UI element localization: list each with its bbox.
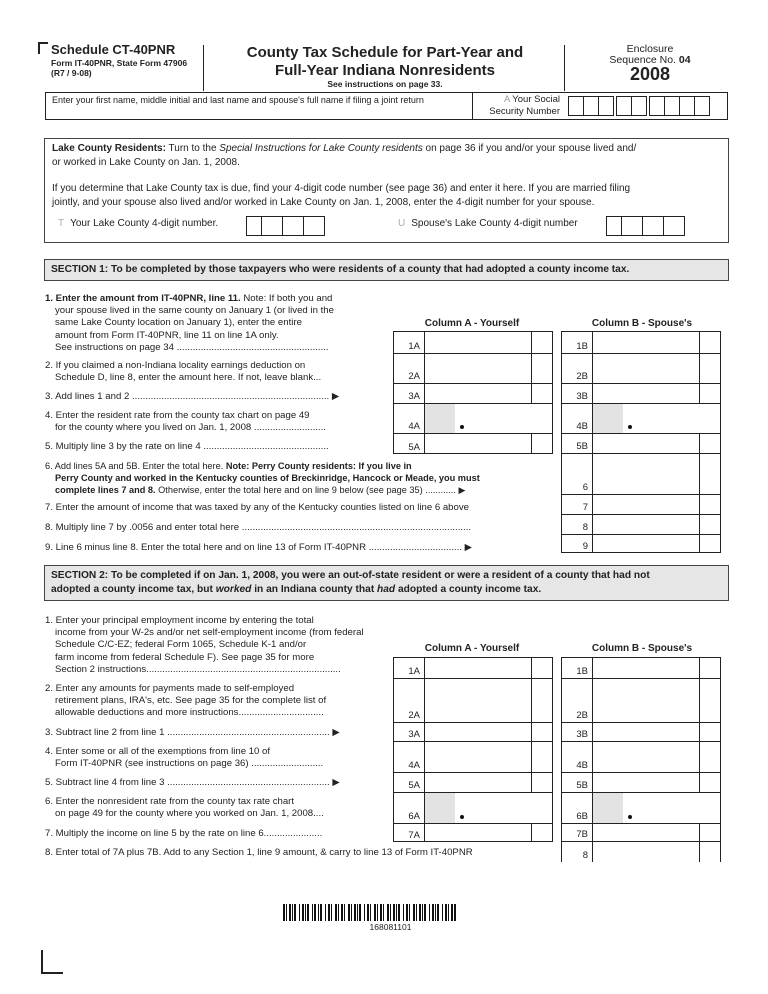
ssn-label-line-1: Your Social	[512, 94, 560, 105]
lake-text: If you determine that Lake County tax is due, find your 4-digit code number (see page 36) and enter it here. If you are married filing	[52, 183, 631, 194]
s2-field-4a[interactable]	[394, 742, 552, 773]
s2-line-8: 8. Enter total of 7A plus 7B. Add to any Section 1, line 9 amount, & carry to line 13 of Form IT-40PNR	[45, 847, 473, 858]
field-label: 4B	[576, 760, 588, 771]
line-text: same Lake County location on January 1), enter the entire	[55, 317, 302, 329]
s1-field-5b[interactable]	[562, 434, 720, 454]
s1-line-6	[45, 460, 555, 497]
s2-field-5a[interactable]	[394, 773, 552, 793]
field-label: 4A	[408, 760, 420, 771]
s2-field-6a-rate[interactable]	[394, 793, 552, 824]
sequence-label: Sequence No.	[609, 54, 676, 66]
registration-mark-top-left	[38, 42, 48, 54]
line-text: income from your W-2s and/or net self-employment income (from federal	[55, 627, 364, 639]
s2-line-3: 3. Subtract line 2 from line 1 ............................................................. ▶	[45, 727, 340, 738]
line-text: 2. Enter any amounts for payments made to self-employed	[45, 683, 295, 694]
enclosure-info	[580, 44, 720, 66]
field-label: 4B	[576, 421, 588, 432]
s2-line-4	[45, 746, 395, 770]
ssn-digit-box[interactable]	[664, 96, 680, 116]
form-revision: (R7 / 9-08)	[51, 68, 92, 78]
field-label: 5A	[408, 780, 420, 791]
field-label: 3B	[576, 729, 588, 740]
barcode-number: 168081101	[369, 922, 412, 932]
s1-line-7: 7. Enter the amount of income that was taxed by any of the Kentucky counties listed on line 6 above	[45, 502, 469, 513]
s2-field-2b[interactable]	[562, 679, 720, 723]
s1-column-b-header: Column B - Spouse's	[591, 318, 693, 329]
s1-field-4a-rate[interactable]	[394, 404, 552, 434]
field-label: 2B	[576, 371, 588, 382]
rate-shaded-area	[425, 793, 455, 823]
form-number: Form IT-40PNR, State Form 47906	[51, 58, 188, 68]
digit-box[interactable]	[621, 216, 643, 236]
line-text: Note: If both you and	[240, 293, 333, 304]
s2-column-a-header: Column A - Yourself	[424, 643, 520, 654]
your-lake-code-text: Your Lake County 4-digit number.	[70, 218, 219, 229]
line-text: 1. Enter your principal employment income by entering the total	[45, 615, 314, 626]
decimal-point-icon	[460, 425, 464, 429]
s1-field-7[interactable]	[562, 495, 720, 515]
ssn-digit-box[interactable]	[568, 96, 584, 116]
field-label: 1A	[408, 666, 420, 677]
s1-column-b	[561, 331, 721, 553]
ssn-digit-box[interactable]	[616, 96, 632, 116]
s2-column-a	[393, 657, 553, 842]
field-label: 4A	[408, 421, 420, 432]
field-label: 6A	[408, 811, 420, 822]
field-label: 2A	[408, 371, 420, 382]
lake-text: jointly, and your spouse also lived and/or worked in Lake County on Jan. 1, 2008, enter the 4-digit number for your spouse.	[52, 197, 595, 208]
barcode-icon	[283, 904, 456, 921]
field-label: 3B	[576, 391, 588, 402]
s2-column-b-header: Column B - Spouse's	[591, 643, 693, 654]
page-title	[210, 44, 560, 80]
lake-text: or worked in Lake County on Jan. 1, 2008.	[52, 157, 240, 168]
s2-field-7b[interactable]	[562, 824, 720, 842]
line-text: allowable deductions and more instructions................................	[55, 707, 324, 719]
s1-line-3: 3. Add lines 1 and 2 .......................................................................... ▶	[45, 391, 340, 402]
form-identifier	[51, 58, 187, 78]
section-2-emphasis: had	[377, 584, 396, 595]
s2-column-b	[561, 657, 721, 862]
schedule-title: Schedule CT-40PNR	[51, 42, 176, 57]
s1-field-6[interactable]	[562, 454, 720, 495]
s1-line-1	[45, 293, 395, 354]
s2-line-5: 5. Subtract line 4 from line 3 ............................................................. ▶	[45, 777, 340, 788]
s1-line-9: 9. Line 6 minus line 8. Enter the total here and on line 13 of Form IT-40PNR ................................... ▶	[45, 542, 473, 553]
lake-text: on page 36 if you and/or your spouse lived and/	[422, 143, 637, 154]
field-label: 2B	[576, 710, 588, 721]
title-line-1: County Tax Schedule for Part-Year and	[246, 44, 524, 61]
instructions-reference: See instructions on page 33.	[327, 79, 443, 89]
lake-text: Turn to the	[165, 143, 220, 154]
s1-field-3a[interactable]	[394, 384, 552, 404]
digit-box[interactable]	[303, 216, 325, 236]
lake-county-paragraph-1	[52, 142, 722, 170]
s1-line-4	[45, 410, 395, 434]
spouse-lake-code-text: Spouse's Lake County 4-digit number	[411, 218, 578, 229]
field-label: 9	[582, 541, 588, 552]
line-text: Otherwise, enter the total here and on line 9 below (see page 35) ............ ▶	[155, 485, 466, 496]
line-text: Section 2 instructions.........................................................................	[55, 663, 341, 675]
sequence-number: 04	[678, 54, 691, 66]
s2-field-6b-rate[interactable]	[562, 793, 720, 824]
section-2-text: in an Indiana county that	[251, 584, 378, 595]
perry-county-note: complete lines 7 and 8.	[55, 485, 156, 496]
field-label: 7A	[408, 830, 420, 841]
field-label: 6	[582, 482, 588, 493]
field-label: 5B	[576, 441, 588, 452]
decimal-point-icon	[460, 815, 464, 819]
section-2-text: adopted a county income tax.	[395, 584, 542, 595]
s2-field-8[interactable]	[562, 842, 720, 862]
s2-line-7: 7. Multiply the income on line 5 by the rate on line 6......................	[45, 828, 323, 839]
digit-box[interactable]	[606, 216, 622, 236]
tax-year: 2008	[629, 64, 671, 84]
field-label: 8	[582, 850, 588, 861]
s1-line-5: 5. Multiply line 3 by the rate on line 4 ...............................................	[45, 441, 329, 452]
line-text: 6. Enter the nonresident rate from the county tax rate chart	[45, 796, 295, 807]
ssn-digit-box[interactable]	[694, 96, 710, 116]
your-lake-code-label	[58, 218, 218, 229]
line-text: on page 49 for the county where you worked on Jan. 1, 2008....	[55, 808, 324, 820]
field-label: 7	[582, 502, 588, 513]
field-label: 2A	[408, 710, 420, 721]
ssn-digit-box[interactable]	[631, 96, 647, 116]
perry-county-note: Note: Perry County residents: If you live in	[225, 461, 412, 471]
s2-field-3a[interactable]	[394, 723, 552, 742]
perry-county-note: Perry County and worked in the Kentucky counties of Breckinridge, Hancock or Meade, you must	[55, 473, 480, 484]
s2-field-1b[interactable]	[562, 658, 720, 679]
s1-line-8: 8. Multiply line 7 by .0056 and enter total here ......................................................................................	[45, 522, 472, 533]
ssn-input[interactable]	[569, 96, 710, 116]
s2-field-2a[interactable]	[394, 679, 552, 723]
ssn-line-letter: A	[504, 94, 510, 105]
s2-field-1a[interactable]	[394, 658, 552, 679]
ssn-digit-box[interactable]	[598, 96, 614, 116]
section-2-header	[44, 565, 729, 601]
line-text: your spouse lived in the same county on January 1 (or lived in the	[55, 305, 334, 317]
s1-field-3b[interactable]	[562, 384, 720, 404]
line-1-title: 1. Enter the amount from IT-40PNR, line 11.	[45, 293, 241, 304]
line-letter-u: U	[398, 218, 406, 229]
line-text: amount from Form IT-40PNR, line 11 on line 1A only.	[55, 329, 279, 341]
line-text: See instructions on page 34 .........................................................	[55, 341, 329, 353]
lake-special-instructions: Special Instructions for Lake County residents	[219, 143, 423, 154]
field-label: 7B	[576, 829, 588, 840]
section-2-emphasis: worked	[215, 584, 252, 595]
s1-column-a	[393, 331, 553, 454]
s1-field-9[interactable]	[562, 535, 720, 553]
line-text: 4. Enter the resident rate from the county tax chart on page 49	[45, 410, 310, 421]
header-divider-right	[564, 45, 565, 91]
decimal-point-icon	[628, 425, 632, 429]
line-text: Form IT-40PNR (see instructions on page 36) ...........................	[55, 758, 324, 770]
s1-field-8[interactable]	[562, 515, 720, 535]
lake-county-paragraph-2	[52, 182, 722, 210]
field-label: 3A	[408, 729, 420, 740]
s2-field-7a[interactable]	[394, 824, 552, 842]
s1-field-1b[interactable]	[562, 332, 720, 354]
lake-county-heading: Lake County Residents:	[52, 143, 166, 154]
field-label: 1B	[576, 666, 588, 677]
line-letter-t: T	[58, 218, 65, 229]
field-label: 3A	[408, 391, 420, 402]
title-line-2: Full-Year Indiana Nonresidents	[274, 62, 496, 79]
line-text: retirement plans, IRA's, etc. See page 35 for the complete list of	[55, 695, 327, 707]
s1-field-5a[interactable]	[394, 434, 552, 454]
spouse-lake-code-input[interactable]	[607, 216, 685, 236]
ssn-digit-box[interactable]	[649, 96, 665, 116]
s1-field-4b-rate[interactable]	[562, 404, 720, 434]
line-text: 2. If you claimed a non-Indiana locality earnings deduction on	[45, 360, 306, 371]
s1-field-2b[interactable]	[562, 354, 720, 384]
line-text: 6. Add lines 5A and 5B. Enter the total here.	[45, 461, 226, 471]
your-lake-code-input[interactable]	[247, 216, 325, 236]
enclosure-label: Enclosure	[626, 43, 674, 55]
rate-shaded-area	[593, 404, 623, 433]
s1-line-2	[45, 360, 395, 384]
s2-field-5b[interactable]	[562, 773, 720, 793]
s2-line-1	[45, 615, 405, 676]
header-divider-left	[203, 45, 204, 91]
line-text: Schedule C/C-EZ; federal Form 1065, Schedule K-1 and/or	[55, 639, 307, 651]
section-2-text: SECTION 2: To be completed if on Jan. 1, 2008, you were an out-of-state resident or were a resident of a county that had not	[51, 570, 650, 581]
field-label: 1A	[408, 341, 420, 352]
line-text: farm income from federal Schedule F). See page 35 for more	[55, 651, 315, 663]
registration-mark-bottom-left	[41, 950, 63, 974]
field-label: 1B	[576, 341, 588, 352]
section-1-header: SECTION 1: To be completed by those taxpayers who were residents of a county that had adopted a county income tax.	[44, 259, 729, 281]
s2-field-3b[interactable]	[562, 723, 720, 742]
field-label: 5B	[576, 780, 588, 791]
s1-field-2a[interactable]	[394, 354, 552, 384]
digit-box[interactable]	[642, 216, 664, 236]
rate-shaded-area	[425, 404, 455, 433]
ssn-label	[475, 94, 560, 118]
decimal-point-icon	[628, 815, 632, 819]
line-text: Schedule D, line 8, enter the amount here. If not, leave blank...	[55, 372, 322, 384]
field-label: 5A	[408, 442, 420, 453]
s1-column-a-header: Column A - Yourself	[424, 318, 520, 329]
digit-box[interactable]	[282, 216, 304, 236]
digit-box[interactable]	[663, 216, 685, 236]
digit-box[interactable]	[261, 216, 283, 236]
s2-line-2	[45, 683, 395, 720]
s2-line-6	[45, 796, 395, 820]
spouse-lake-code-label	[398, 218, 578, 229]
s1-field-1a[interactable]	[394, 332, 552, 354]
ssn-label-line-2: Security Number	[489, 106, 560, 117]
s2-field-4b[interactable]	[562, 742, 720, 773]
ssn-divider	[472, 92, 473, 120]
line-text: 4. Enter some or all of the exemptions from line 10 of	[45, 746, 271, 757]
field-label: 8	[582, 522, 588, 533]
field-label: 6B	[576, 811, 588, 822]
line-text: for the county where you lived on Jan. 1, 2008 ...........................	[55, 422, 326, 434]
digit-box[interactable]	[246, 216, 262, 236]
name-field-label: Enter your first name, middle initial and last name and spouse's full name if filing a joint return	[52, 95, 424, 105]
ssn-digit-box[interactable]	[679, 96, 695, 116]
ssn-digit-box[interactable]	[583, 96, 599, 116]
rate-shaded-area	[593, 793, 623, 823]
section-2-text: adopted a county income tax, but	[51, 584, 216, 595]
